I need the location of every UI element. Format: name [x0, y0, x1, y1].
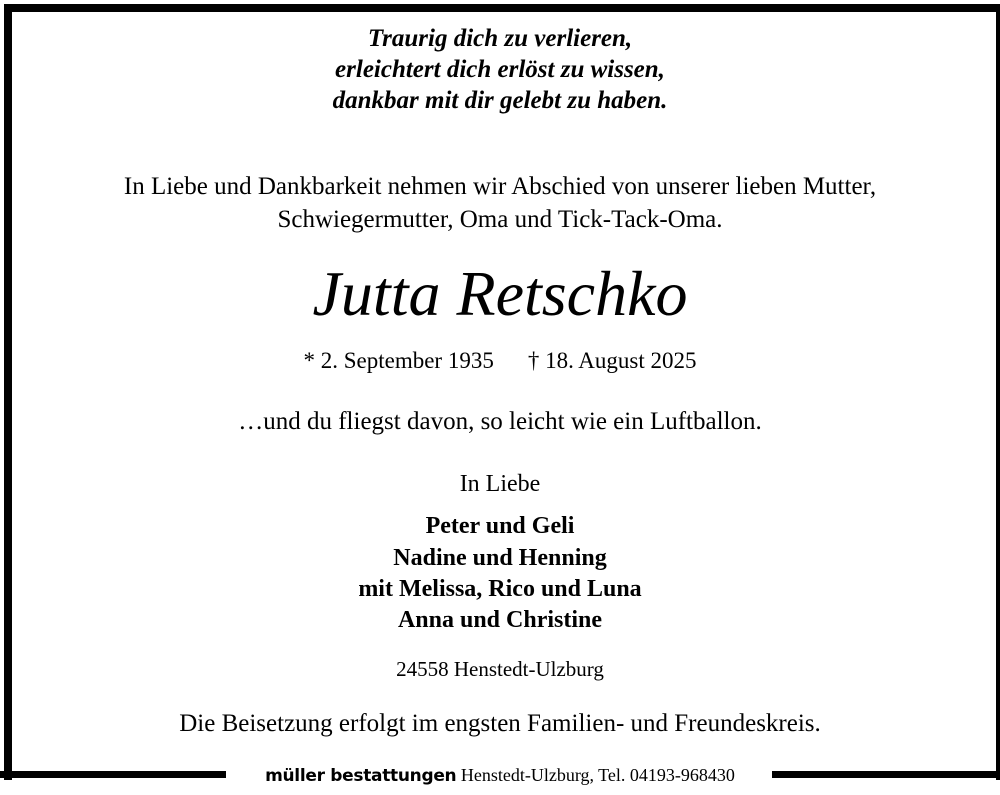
footer: [0, 763, 1000, 788]
intro-line-2: Schwiegermutter, Oma und Tick-Tack-Oma.: [277, 206, 723, 233]
regards: In Liebe: [459, 471, 541, 497]
family-line-1: Peter und Geli: [425, 513, 575, 539]
family-line-4: Anna und Christine: [397, 607, 603, 633]
intro-line-1: In Liebe und Dankbarkeit nehmen wir Abschied von unserer lieben Mutter,: [123, 173, 877, 200]
burial-note: Die Beisetzung erfolgt im engsten Familien- und Freundeskreis.: [179, 710, 821, 737]
quote: …und du fliegst davon, so leicht wie ein Luftballon.: [238, 408, 762, 435]
death-date: † 18. August 2025: [527, 348, 697, 373]
motto-line-1: Traurig dich zu verlieren,: [367, 25, 633, 52]
undertaker-contact: Henstedt-Ulzburg, Tel. 04193-968430: [460, 765, 735, 785]
life-dates: [0, 347, 1000, 375]
family-place: 24558 Henstedt-Ulzburg: [396, 657, 604, 681]
undertaker-logo: müller bestattungen: [265, 766, 457, 786]
motto-line-2: erleichtert dich erlöst zu wissen,: [335, 56, 665, 83]
deceased-name: Jutta Retschko: [312, 258, 688, 329]
family-line-2: Nadine und Henning: [393, 545, 607, 571]
birth-date: * 2. September 1935: [303, 348, 494, 373]
family-line-3: mit Melissa, Rico und Luna: [358, 576, 642, 602]
motto-line-3: dankbar mit dir gelebt zu haben.: [332, 87, 668, 114]
